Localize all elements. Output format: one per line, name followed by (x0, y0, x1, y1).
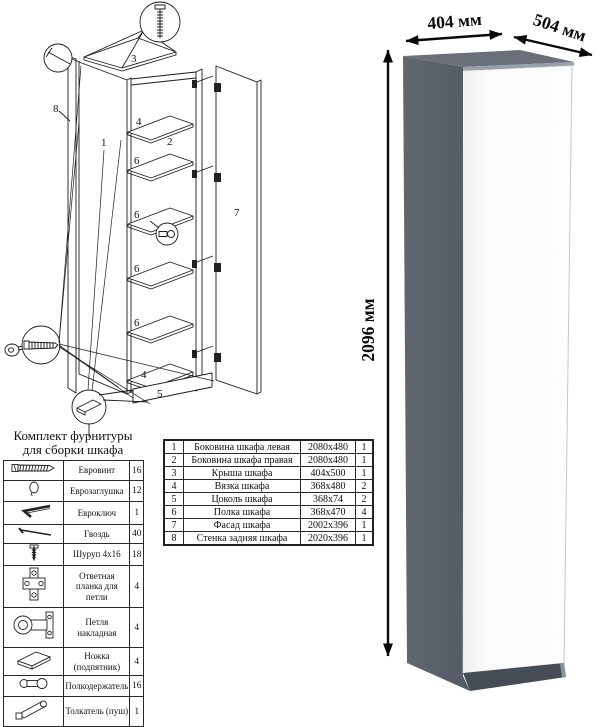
parts-row (164, 506, 373, 519)
wardrobe-door (463, 66, 572, 673)
kit-row (4, 648, 144, 676)
confirmat-screw-icon (4, 461, 64, 481)
part-label-tie-bottom: 4 (141, 369, 147, 381)
kit-row (4, 481, 144, 502)
kit-row (4, 525, 144, 544)
kit-item-name: Еврозаглушка (64, 481, 130, 502)
part-label-shelf-4: 6 (134, 317, 140, 329)
width-arrow (406, 34, 502, 41)
part-num: 4 (164, 480, 184, 493)
part-num: 6 (164, 506, 184, 519)
shelf-support-icon (4, 676, 64, 697)
dimension-height (358, 50, 388, 656)
cap-icon (4, 481, 64, 502)
kit-item-name: Евровинт (64, 461, 130, 481)
part-num: 1 (164, 440, 184, 454)
part-size: 2080x480 (301, 440, 356, 454)
kit-item-name: Ответная планка для петли (64, 566, 130, 608)
hardware-kit (2, 429, 144, 727)
part-label-shelf-2: 6 (134, 209, 140, 221)
width-dimension-label: 404 мм (426, 8, 483, 34)
kit-row (4, 697, 144, 727)
parts-row (164, 493, 373, 506)
part-qty: 1 (356, 532, 374, 546)
facade-shape (216, 66, 257, 394)
kit-item-qty: 1 (130, 697, 144, 727)
right-side-panel-shape (196, 69, 202, 391)
part-label-top-panel: 3 (131, 53, 137, 65)
kit-item-name: Толкатель (пуш) (64, 697, 130, 727)
part-size: 404x500 (301, 467, 356, 480)
kit-item-name: Гвоздь (64, 525, 130, 544)
parts-row (164, 467, 373, 480)
kit-row (4, 608, 144, 648)
part-qty: 1 (356, 519, 374, 532)
hinge-icon (4, 608, 64, 648)
kit-item-qty: 16 (130, 676, 144, 697)
part-qty: 1 (356, 467, 374, 480)
height-dimension-label: 2096 мм (358, 298, 378, 362)
kit-item-name: Шуруп 4x16 (64, 544, 130, 566)
nail-icon (4, 525, 64, 544)
part-num: 5 (164, 493, 184, 506)
parts-row (164, 519, 373, 532)
foot-icon (4, 648, 64, 676)
part-name: Вязка шкафа (184, 480, 301, 493)
kit-item-qty: 1 (130, 502, 144, 525)
parts-row (164, 532, 373, 546)
parts-row (164, 480, 373, 493)
kit-item-qty: 40 (130, 525, 144, 544)
part-qty: 2 (356, 480, 374, 493)
kit-row (4, 566, 144, 608)
part-num: 8 (164, 532, 184, 546)
kit-row (4, 676, 144, 697)
part-qty: 4 (356, 506, 374, 519)
part-label-tie-top: 4 (136, 116, 142, 128)
part-label-shelf-3: 6 (134, 263, 140, 275)
part-size: 368x74 (301, 493, 356, 506)
part-size: 368x470 (301, 506, 356, 519)
kit-title: Комплект фурнитуры для сборки шкафа (13, 428, 133, 458)
part-size: 2020x396 (301, 532, 356, 546)
hinge-plate-icon (4, 566, 64, 608)
part-num: 7 (164, 519, 184, 532)
part-name: Стенка задняя шкафа (184, 532, 301, 546)
part-size: 2002x396 (301, 519, 356, 532)
kit-item-name: Ножка (подпятник) (64, 648, 130, 676)
shelf-pin-callout (150, 221, 178, 245)
part-label-right-side: 2 (167, 136, 173, 148)
left-side-panel-shape (79, 62, 127, 394)
dimension-width (406, 9, 502, 41)
dimension-depth (514, 9, 592, 55)
part-num: 2 (164, 454, 184, 467)
back-panel-shape (68, 56, 76, 393)
part-label-plinth: 5 (157, 388, 163, 400)
part-qty: 1 (356, 454, 374, 467)
part-label-back-panel: 8 (53, 103, 59, 115)
parts-row (164, 454, 373, 467)
part-num: 3 (164, 467, 184, 480)
part-qty: 1 (356, 440, 374, 454)
exploded-diagram (0, 0, 365, 432)
wardrobe-side-panel (403, 56, 470, 691)
kit-table (3, 460, 144, 727)
screw-callout (140, 2, 180, 42)
part-label-left-side: 1 (101, 137, 107, 149)
kit-item-qty: 4 (130, 608, 144, 648)
part-name: Цоколь шкафа (184, 493, 301, 506)
kit-item-name: Петля накладная (64, 608, 130, 648)
kit-row (4, 461, 144, 481)
parts-table (163, 439, 374, 546)
screw-icon (4, 544, 64, 566)
kit-item-name: Полкодержатель (64, 676, 130, 697)
kit-item-qty: 4 (130, 566, 144, 608)
part-name: Полка шкафа (184, 506, 301, 519)
kit-item-qty: 18 (130, 544, 144, 566)
part-name: Боковина шкафа левая (184, 440, 301, 454)
part-qty: 2 (356, 493, 374, 506)
part-name: Боковина шкафа правая (184, 454, 301, 467)
push-latch-icon (4, 697, 64, 727)
part-label-facade: 7 (234, 207, 240, 219)
kit-row (4, 502, 144, 525)
part-label-shelf-1: 6 (134, 155, 140, 167)
part-size: 368x480 (301, 480, 356, 493)
kit-item-qty: 12 (130, 481, 144, 502)
part-name: Фасад шкафа (184, 519, 301, 532)
hex-key-icon (4, 502, 64, 525)
kit-row (4, 544, 144, 566)
part-name: Крыша шкафа (184, 467, 301, 480)
kit-item-qty: 4 (130, 648, 144, 676)
kit-item-name: Евроключ (64, 502, 130, 525)
product-render (358, 0, 601, 700)
kit-item-qty: 16 (130, 461, 144, 481)
part-size: 2080x480 (301, 454, 356, 467)
parts-row (164, 440, 373, 454)
depth-dimension-label: 504 мм (530, 9, 589, 46)
